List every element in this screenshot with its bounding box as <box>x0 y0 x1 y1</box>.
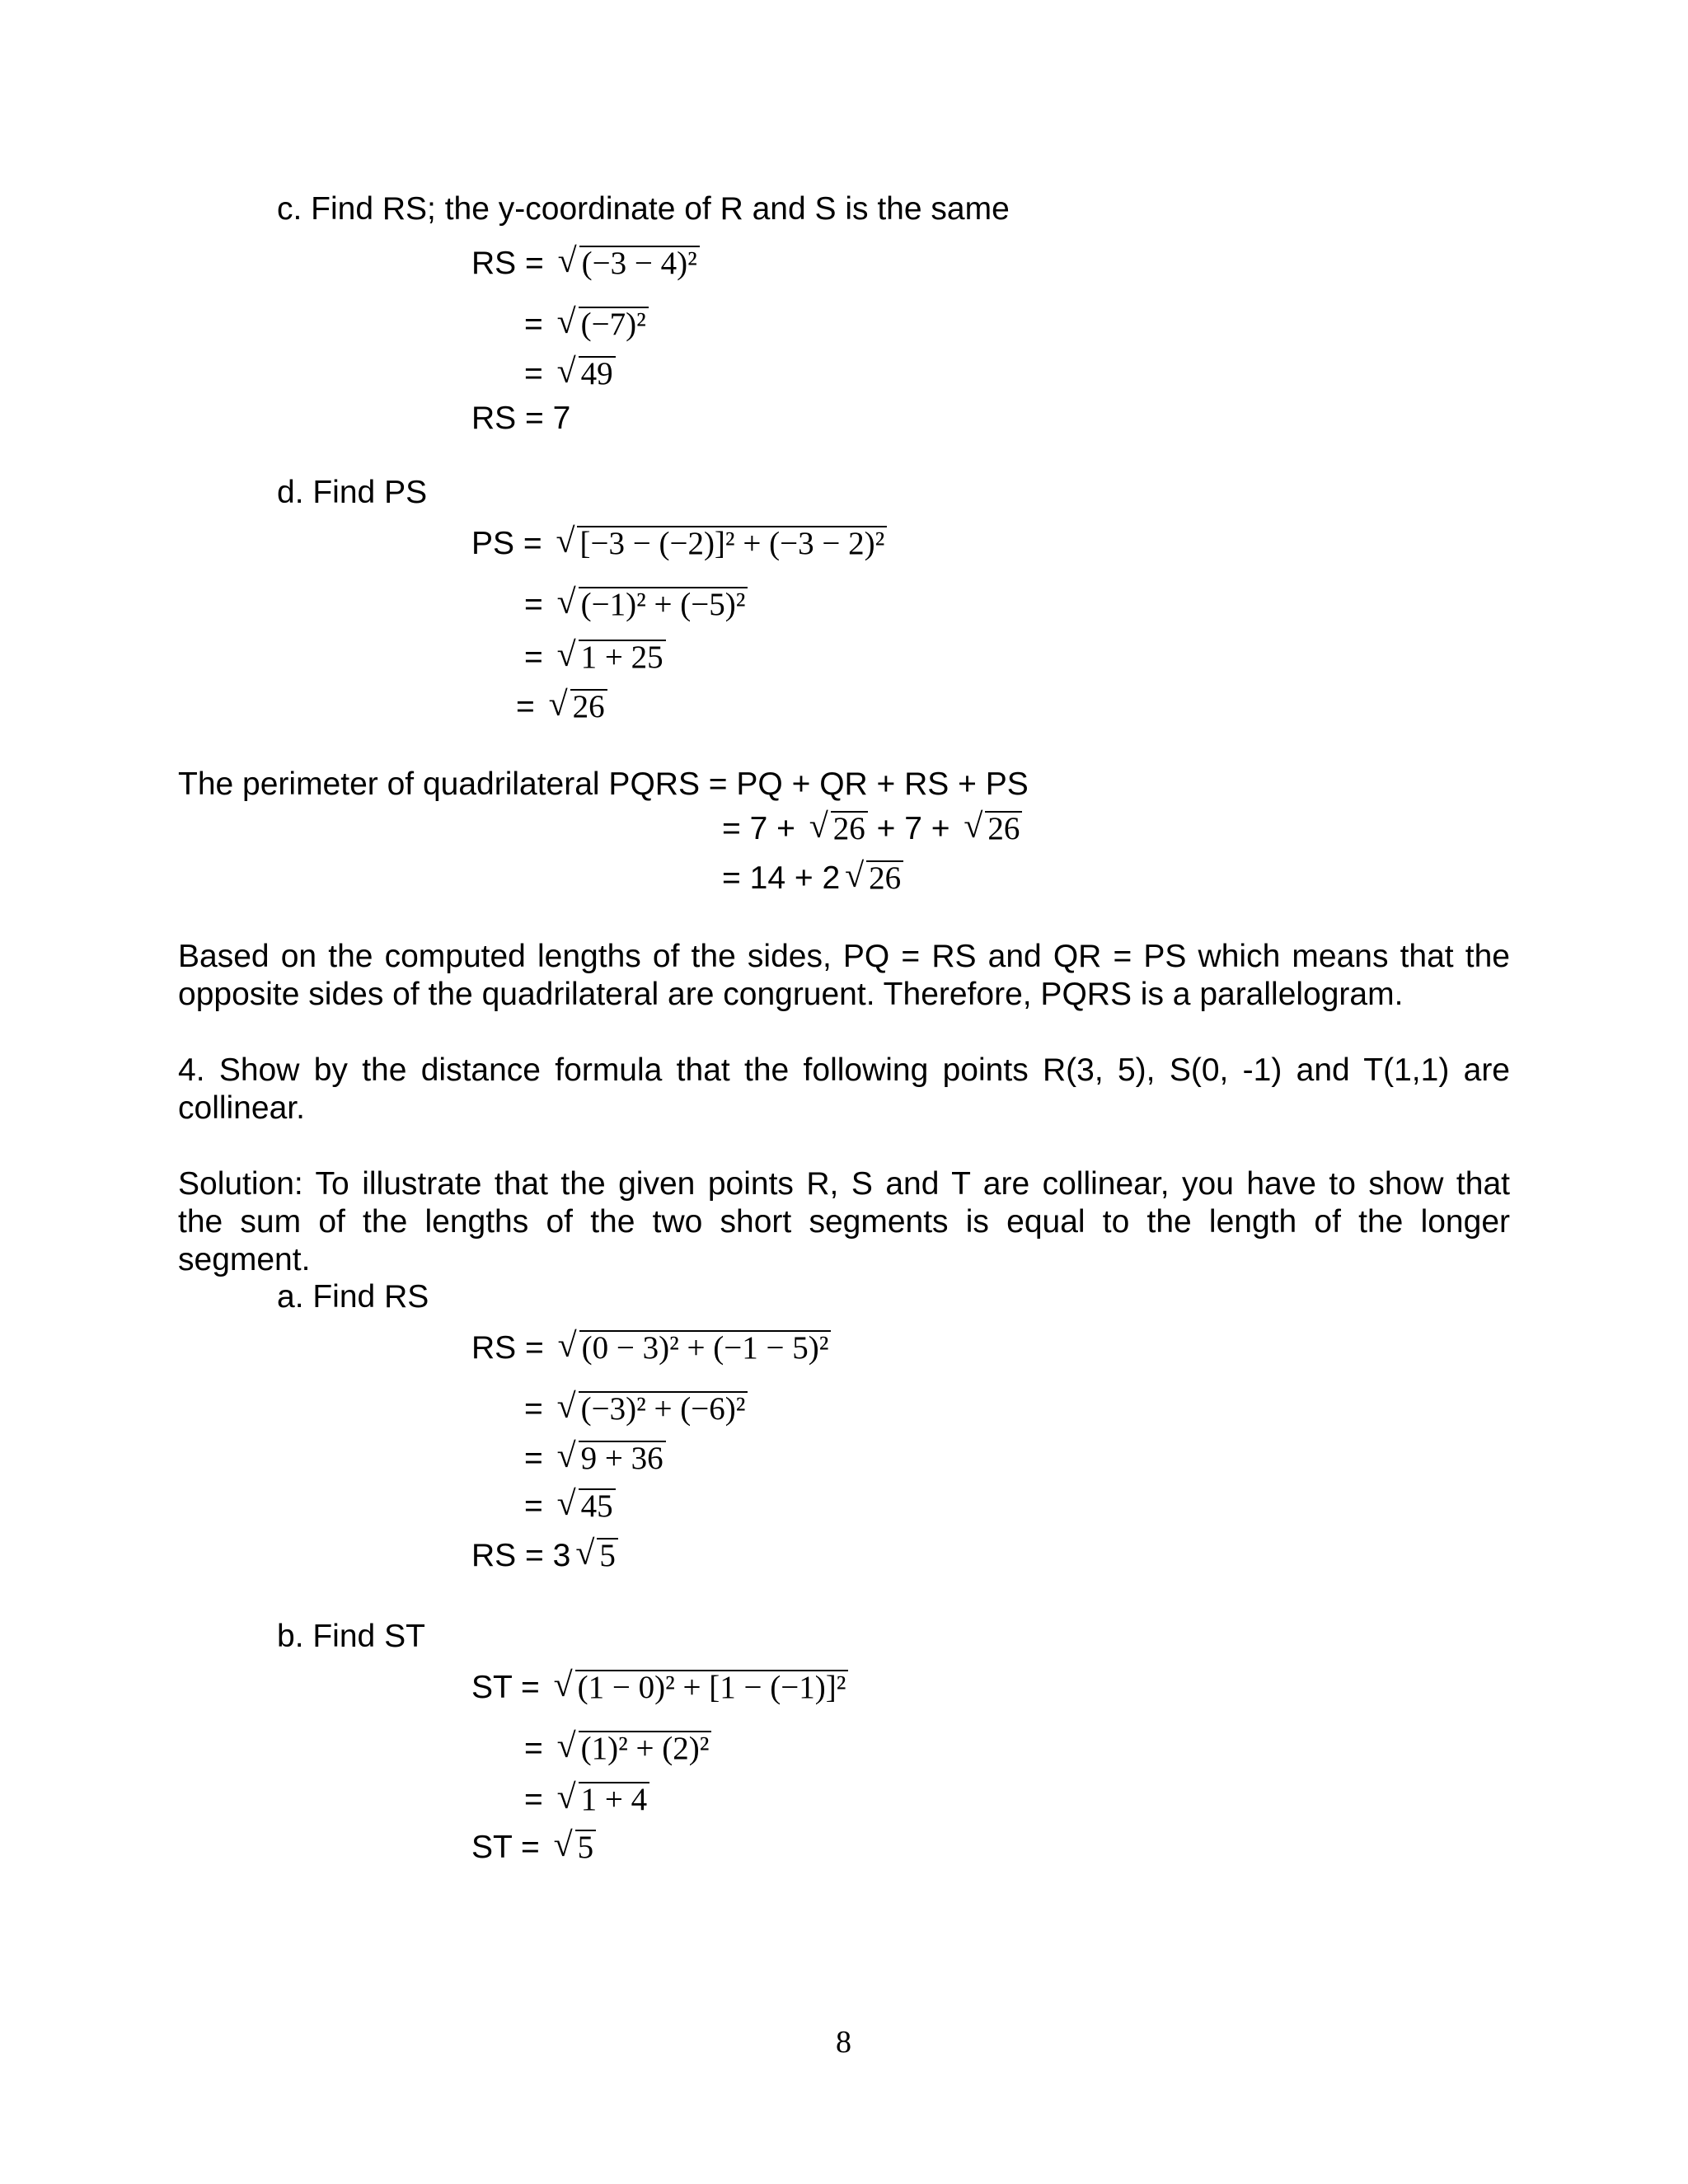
equation-lhs: = <box>524 1391 543 1427</box>
radicand: (−7)² <box>579 307 649 341</box>
radical <box>557 585 748 625</box>
radical <box>557 638 666 677</box>
radicand: (1 − 0)² + [1 − (−1)]² <box>575 1670 849 1704</box>
equation-lhs: RS = <box>471 1330 544 1366</box>
equation-line <box>524 1729 711 1769</box>
page-number: 8 <box>836 2025 851 2060</box>
perimeter-result-line <box>722 859 903 898</box>
equation-lhs: = <box>524 587 543 622</box>
radicand: 1 + 25 <box>579 640 666 674</box>
equation-line <box>524 1780 649 1820</box>
equation-line <box>471 399 570 438</box>
equation-line <box>524 305 649 344</box>
perimeter-line: The perimeter of quadrilateral PQRS = PQ + QR + RS + PS <box>178 766 1029 802</box>
equation-lhs: = <box>524 356 543 391</box>
radicand: 26 <box>831 811 868 846</box>
equation-lhs: PS = <box>471 526 542 561</box>
problem-4-line: collinear. <box>178 1090 305 1126</box>
section-4b-heading: b. Find ST <box>277 1619 425 1654</box>
radicand: (1)² + (2)² <box>579 1731 712 1765</box>
equation-line <box>524 1487 616 1526</box>
problem-4-line: 4. Show by the distance formula that the following points R(3, 5), S(0, -1) and T(1,1) are <box>178 1052 1510 1088</box>
radical <box>809 809 868 849</box>
radicand: (−3 − 4)² <box>579 246 700 280</box>
equation-line <box>524 354 616 394</box>
radical <box>557 1390 748 1429</box>
equation-lhs: ST = <box>471 1830 540 1865</box>
equation-lhs: = <box>524 640 543 675</box>
section-4a-heading: a. Find RS <box>277 1279 429 1315</box>
equals-sign: = <box>722 860 741 896</box>
radical <box>557 1439 666 1479</box>
equation-line <box>471 1536 618 1576</box>
equation-lhs: = <box>524 1488 543 1524</box>
radical <box>557 305 649 344</box>
equation-lhs: RS = <box>471 1538 544 1573</box>
solution-line: the sum of the lengths of the two short segments is equal to the length of the longer <box>178 1204 1510 1240</box>
solution-line: Solution: To illustrate that the given points R, S and T are collinear, you have to show that <box>178 1166 1510 1202</box>
equation-line <box>524 1390 748 1429</box>
radical <box>554 1828 597 1868</box>
radicand: 5 <box>575 1830 597 1864</box>
term: 14 + 2 <box>749 860 841 896</box>
radical <box>964 809 1022 849</box>
radicand: [−3 − (−2)]² + (−3 − 2)² <box>577 526 887 560</box>
radical <box>575 1536 618 1576</box>
equation-lhs: ST = <box>471 1670 540 1705</box>
radical <box>554 1668 849 1708</box>
section-c-heading: c. Find RS; the y-coordinate of R and S is the same <box>277 191 1010 227</box>
equation-line <box>471 1828 596 1868</box>
radicand: 45 <box>579 1488 616 1523</box>
equation-line <box>524 638 666 677</box>
equation-lhs: RS = <box>471 401 544 436</box>
radicand: 26 <box>866 860 903 895</box>
equation-lhs: = <box>516 689 535 724</box>
radicand: (−3)² + (−6)² <box>579 1391 748 1426</box>
radicand: 26 <box>985 811 1022 846</box>
radicand: (−1)² + (−5)² <box>579 587 748 621</box>
equation-line <box>524 585 748 625</box>
radicand: 5 <box>597 1538 618 1572</box>
equation-line <box>471 1329 831 1368</box>
radical <box>549 687 607 727</box>
term: 7 + <box>749 811 795 846</box>
radical <box>558 1329 832 1368</box>
section-d-heading: d. Find PS <box>277 475 428 510</box>
radical <box>556 524 887 564</box>
equation-lhs: = <box>524 1782 543 1817</box>
equation-lhs: = <box>524 1731 543 1766</box>
equation-lhs: = <box>524 1441 543 1476</box>
radical <box>558 244 700 284</box>
radicand: 1 + 4 <box>579 1782 650 1816</box>
radicand: 49 <box>579 356 616 391</box>
conclusion-line: Based on the computed lengths of the sides, PQ = RS and QR = PS which means that the <box>178 939 1510 974</box>
equation-line <box>471 1668 848 1708</box>
equation-lhs: = <box>524 307 543 342</box>
solution-line: segment. <box>178 1242 311 1277</box>
radical <box>557 1487 616 1526</box>
equation-value: 7 <box>552 401 571 436</box>
equation-line <box>471 244 700 284</box>
equation-line <box>516 687 607 727</box>
radicand: 9 + 36 <box>579 1441 666 1475</box>
radical <box>557 1780 650 1820</box>
equation-lhs: RS = <box>471 246 544 281</box>
radicand: 26 <box>570 689 607 724</box>
conclusion-line: opposite sides of the quadrilateral are congruent. Therefore, PQRS is a parallelogram. <box>178 977 1404 1012</box>
perimeter-sum-line <box>722 809 1022 849</box>
equals-sign: = <box>722 811 741 846</box>
coefficient: 3 <box>552 1538 571 1573</box>
radical <box>845 859 903 898</box>
term: + 7 + <box>876 811 950 846</box>
radical <box>557 1729 712 1769</box>
radicand: (0 − 3)² + (−1 − 5)² <box>579 1330 832 1365</box>
radical <box>557 354 616 394</box>
equation-line <box>471 524 887 564</box>
equation-line <box>524 1439 666 1479</box>
